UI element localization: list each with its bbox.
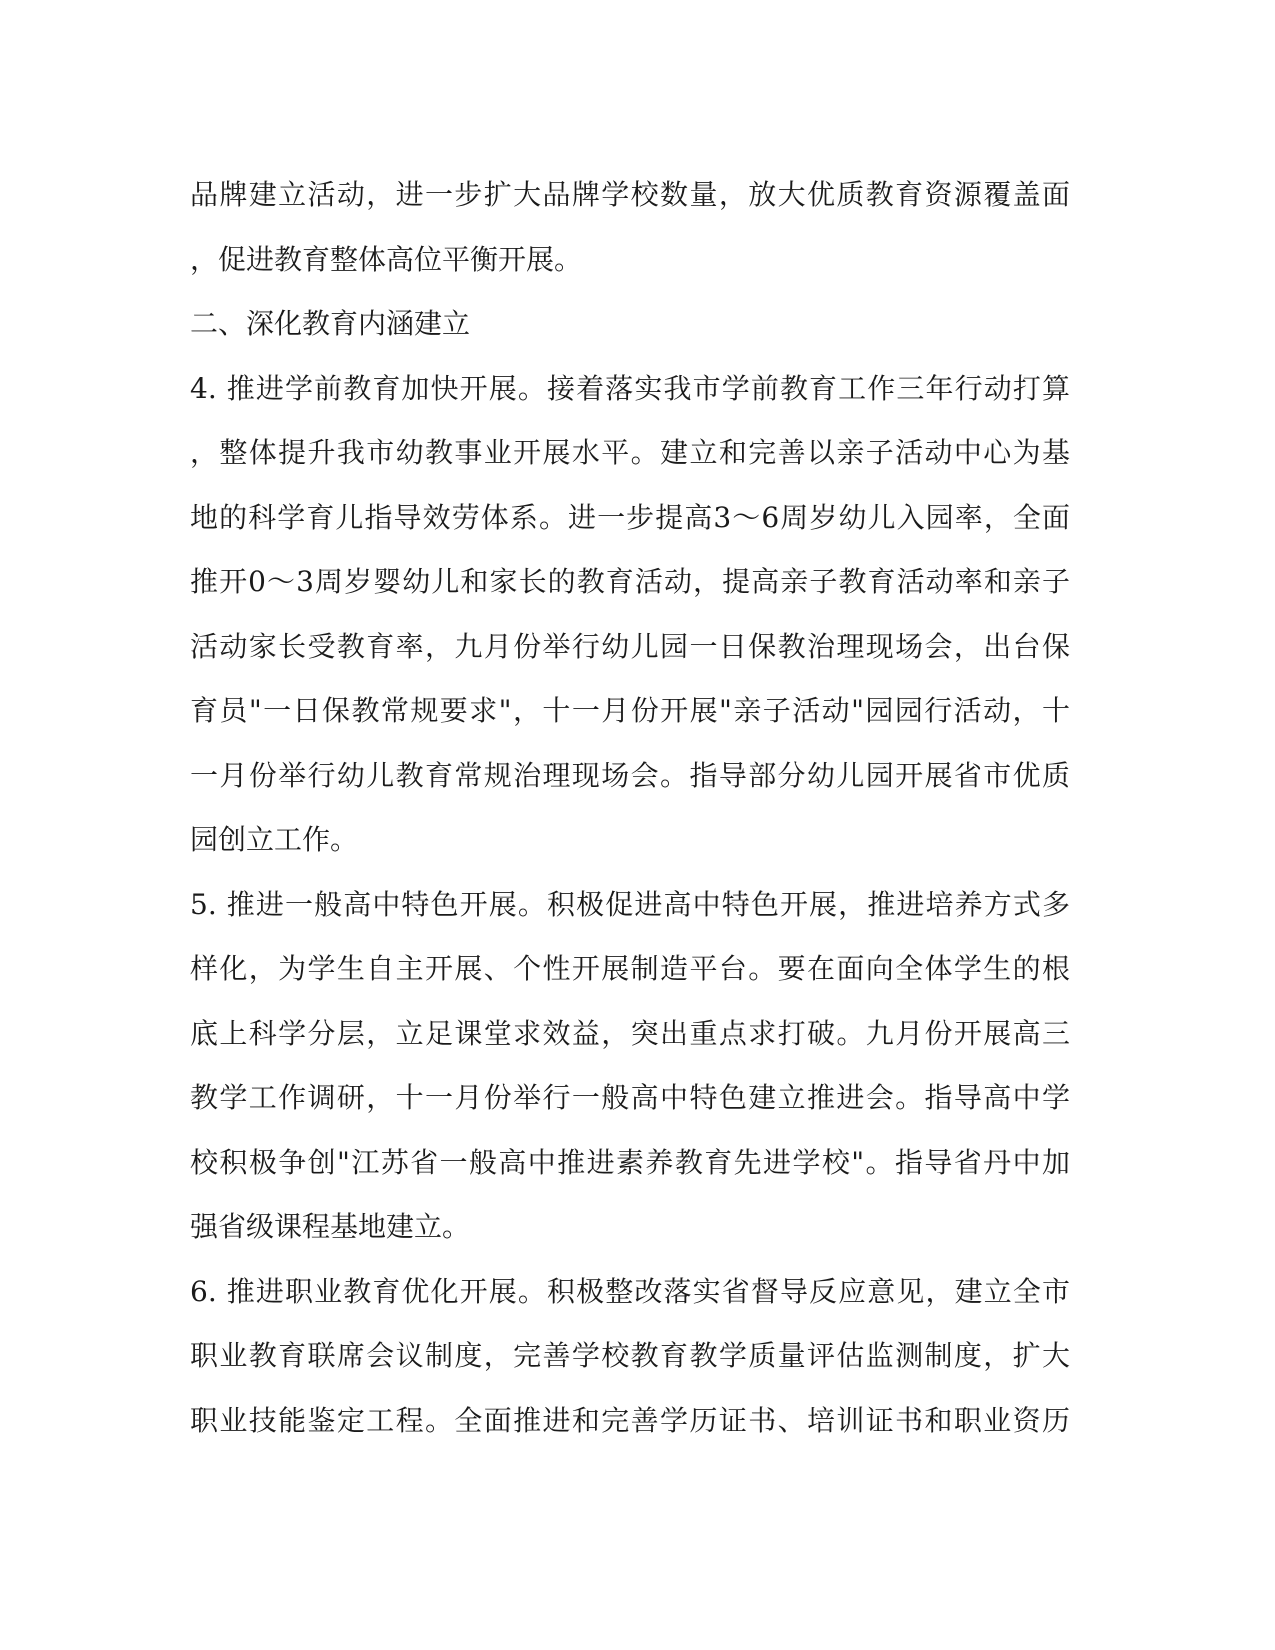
text-line: 育员"一日保教常规要求"，十一月份开展"亲子活动"园园行活动，十	[190, 694, 1070, 727]
text-line: 职业教育联席会议制度，完善学校教育教学质量评估监测制度，扩大	[190, 1339, 1070, 1372]
text-line: 强省级课程基地建立。	[190, 1210, 471, 1243]
text-line: 教学工作调研，十一月份举行一般高中特色建立推进会。指导高中学	[190, 1081, 1070, 1114]
text-line: 底上科学分层，立足课堂求效益，突出重点求打破。九月份开展高三	[190, 1016, 1070, 1050]
text-line: ，促进教育整体高位平衡开展。	[190, 242, 583, 276]
text-line: 样化，为学生自主开展、个性开展制造平台。要在面向全体学生的根	[190, 952, 1070, 985]
text-line: 职业技能鉴定工程。全面推进和完善学历证书、培训证书和职业资历	[190, 1403, 1070, 1437]
text-line: 园创立工作。	[190, 823, 359, 856]
text-line: 推开0～3周岁婴幼儿和家长的教育活动，提高亲子教育活动率和亲子	[190, 565, 1070, 598]
text-line: 4. 推进学前教育加快开展。接着落实我市学前教育工作三年行动打算	[190, 371, 1070, 405]
text-line: 6. 推进职业教育优化开展。积极整改落实省督导反应意见，建立全市	[190, 1274, 1070, 1308]
document-body	[190, 163, 1070, 1453]
text-line: 5. 推进一般高中特色开展。积极促进高中特色开展，推进培养方式多	[190, 887, 1070, 921]
text-line: 品牌建立活动，进一步扩大品牌学校数量，放大优质教育资源覆盖面	[190, 178, 1070, 211]
section-heading: 二、深化教育内涵建立	[190, 307, 471, 340]
text-line: 活动家长受教育率，九月份举行幼儿园一日保教治理现场会，出台保	[190, 629, 1070, 663]
text-line: 一月份举行幼儿教育常规治理现场会。指导部分幼儿园开展省市优质	[190, 758, 1070, 792]
text-line: 校积极争创"江苏省一般高中推进素养教育先进学校"。指导省丹中加	[190, 1145, 1070, 1179]
text-line: ，整体提升我市幼教事业开展水平。建立和完善以亲子活动中心为基	[190, 436, 1070, 469]
text-line: 地的科学育儿指导效劳体系。进一步提高3～6周岁幼儿入园率，全面	[190, 500, 1070, 534]
